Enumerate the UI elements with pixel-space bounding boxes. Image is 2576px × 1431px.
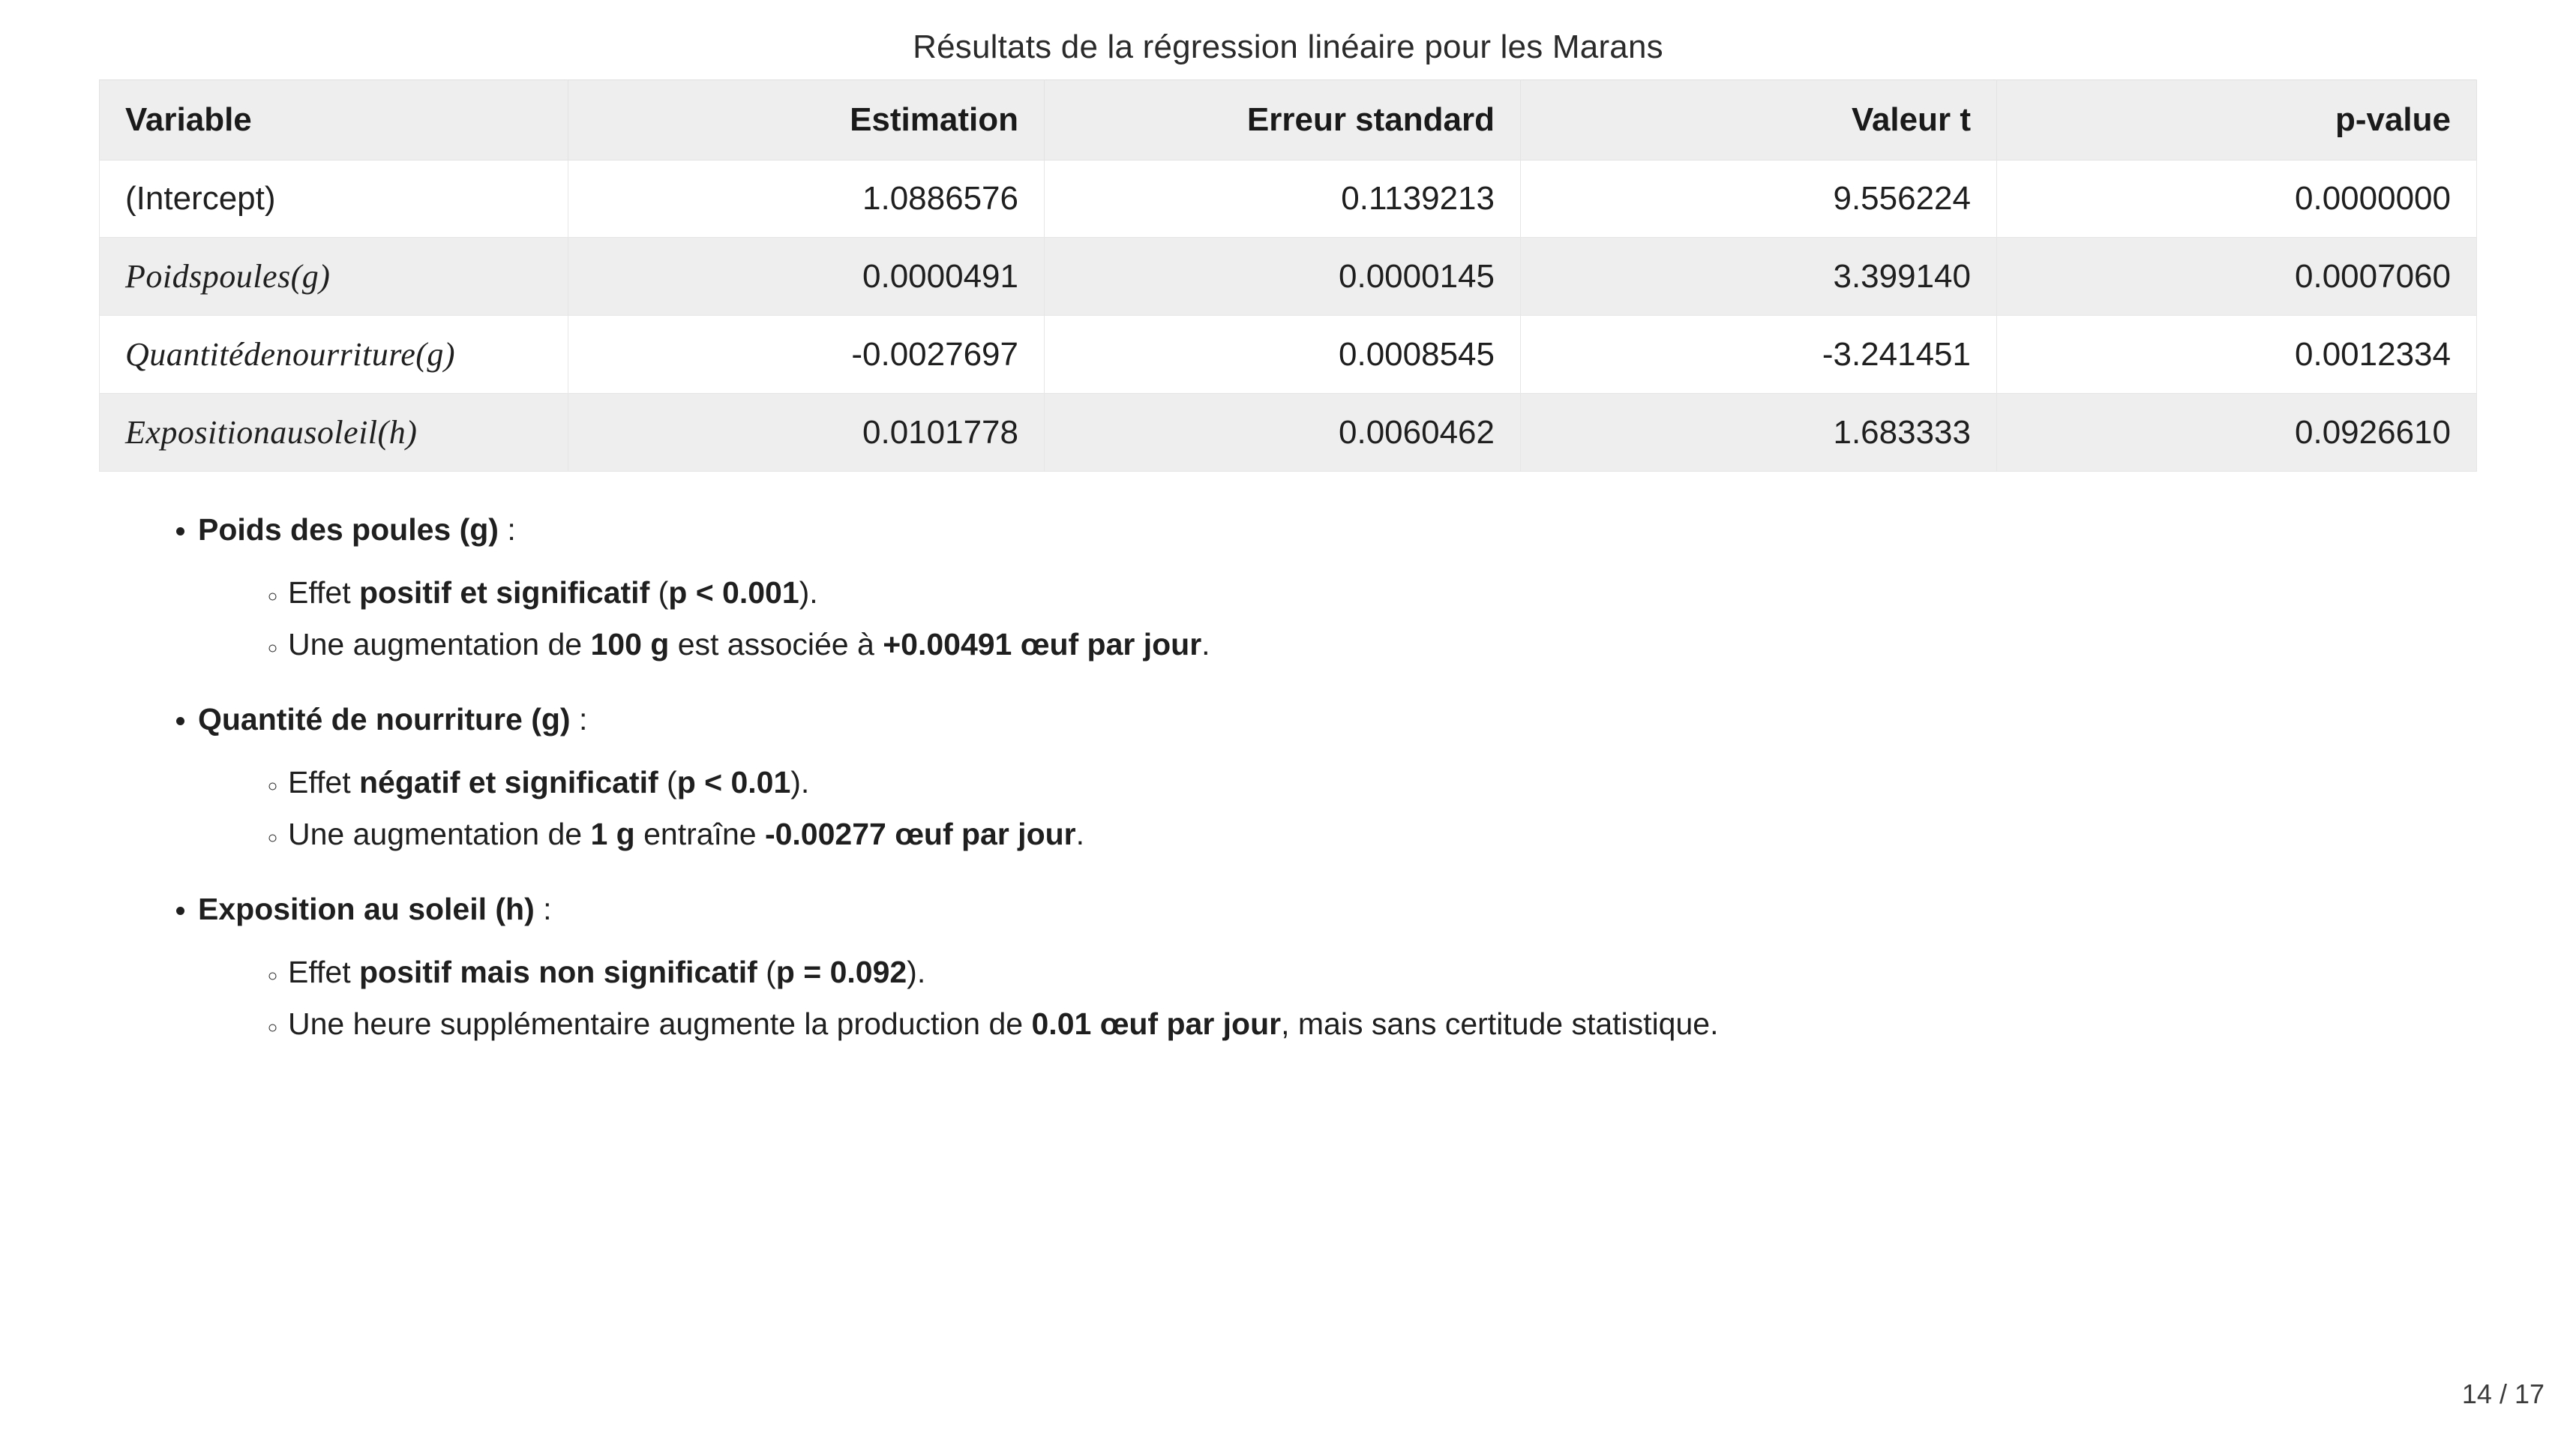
table-row (100, 238, 2477, 316)
emphasis-text: 1 g (590, 816, 635, 851)
list-item (198, 506, 2531, 668)
emphasis-text: p = 0.092 (775, 955, 907, 990)
sub-bullet-list (198, 759, 2531, 857)
plain-text: ). (790, 765, 810, 800)
plain-text: Une augmentation de (288, 816, 591, 851)
plain-text: ( (649, 575, 669, 610)
table-header (100, 80, 2477, 160)
column-header-estimation: Estimation (568, 80, 1045, 160)
plain-text: Effet (288, 575, 359, 610)
sub-bullet-list (198, 949, 2531, 1047)
math-expression: Poidspoules(g) (125, 258, 331, 295)
column-header-valeur-t: Valeur t (1521, 80, 1997, 160)
cell-erreur-standard: 0.1139213 (1045, 160, 1521, 238)
sub-bullet-list (198, 569, 2531, 668)
cell-erreur-standard: 0.0008545 (1045, 316, 1521, 394)
cell-p-value: 0.0926610 (1997, 394, 2477, 472)
emphasis-text: p < 0.01 (676, 765, 791, 800)
emphasis-text: positif mais non significatif (358, 955, 757, 990)
list-item (198, 886, 2531, 1047)
emphasis-text: 0.01 œuf par jour (1031, 1006, 1282, 1041)
cell-estimation: -0.0027697 (568, 316, 1045, 394)
emphasis-text: p < 0.001 (668, 575, 799, 610)
plain-text: ( (757, 955, 776, 990)
cell-valeur-t: -3.241451 (1521, 316, 1997, 394)
plain-text: , mais sans certitude statistique. (1281, 1006, 1719, 1041)
sub-list-item (288, 621, 2531, 668)
table-row (100, 160, 2477, 238)
cell-erreur-standard: 0.0000145 (1045, 238, 1521, 316)
plain-text: . (1201, 626, 1210, 662)
emphasis-text: -0.00277 œuf par jour (764, 816, 1076, 851)
plain-text: . (1075, 816, 1085, 851)
bullet-list (45, 506, 2531, 1047)
cell-p-value: 0.0012334 (1997, 316, 2477, 394)
table-body (100, 160, 2477, 472)
sub-list-item (288, 1000, 2531, 1047)
cell-variable (100, 394, 568, 472)
column-header-variable: Variable (100, 80, 568, 160)
table-header-row (100, 80, 2477, 160)
column-header-p-value: p-value (1997, 80, 2477, 160)
cell-p-value: 0.0000000 (1997, 160, 2477, 238)
plain-text: Effet (288, 955, 359, 990)
bullet-label-suffix: : (570, 701, 588, 736)
table-title: Résultats de la régression linéaire pour les Marans (913, 28, 1663, 65)
bullet-label-suffix: : (534, 891, 552, 926)
plain-text: Une heure supplémentaire augmente la production de (288, 1006, 1032, 1041)
cell-estimation: 0.0000491 (568, 238, 1045, 316)
sub-list-item (288, 811, 2531, 857)
math-expression: Quantitédenourriture(g) (125, 336, 456, 373)
plain-text: ). (907, 955, 926, 990)
math-expression: Expositionausoleil(h) (125, 414, 418, 451)
cell-valeur-t: 9.556224 (1521, 160, 1997, 238)
bullet-label: Quantité de nourriture (g) (198, 701, 571, 736)
cell-p-value: 0.0007060 (1997, 238, 2477, 316)
regression-results-table (99, 80, 2477, 472)
plain-text: Une augmentation de (288, 626, 591, 662)
emphasis-text: +0.00491 œuf par jour (883, 626, 1202, 662)
sub-list-item (288, 949, 2531, 995)
cell-variable: (Intercept) (100, 160, 568, 238)
bullet-label: Exposition au soleil (h) (198, 891, 535, 926)
emphasis-text: 100 g (590, 626, 670, 662)
explanation-content (45, 506, 2531, 1047)
cell-variable (100, 238, 568, 316)
plain-text: Effet (288, 765, 359, 800)
cell-valeur-t: 3.399140 (1521, 238, 1997, 316)
plain-text: ). (799, 575, 818, 610)
sub-list-item (288, 759, 2531, 806)
cell-variable (100, 316, 568, 394)
sub-list-item (288, 569, 2531, 616)
table-row (100, 394, 2477, 472)
cell-estimation: 0.0101778 (568, 394, 1045, 472)
plain-text: entraîne (634, 816, 765, 851)
table-row (100, 316, 2477, 394)
cell-valeur-t: 1.683333 (1521, 394, 1997, 472)
cell-erreur-standard: 0.0060462 (1045, 394, 1521, 472)
emphasis-text: positif et significatif (358, 575, 650, 610)
column-header-erreur-standard: Erreur standard (1045, 80, 1521, 160)
plain-text: est associée à (669, 626, 883, 662)
emphasis-text: négatif et significatif (358, 765, 658, 800)
plain-text: ( (658, 765, 677, 800)
list-item (198, 696, 2531, 857)
bullet-label: Poids des poules (g) (198, 512, 499, 547)
page-number: 14 / 17 (2461, 1378, 2545, 1409)
bullet-label-suffix: : (498, 512, 516, 547)
cell-estimation: 1.0886576 (568, 160, 1045, 238)
